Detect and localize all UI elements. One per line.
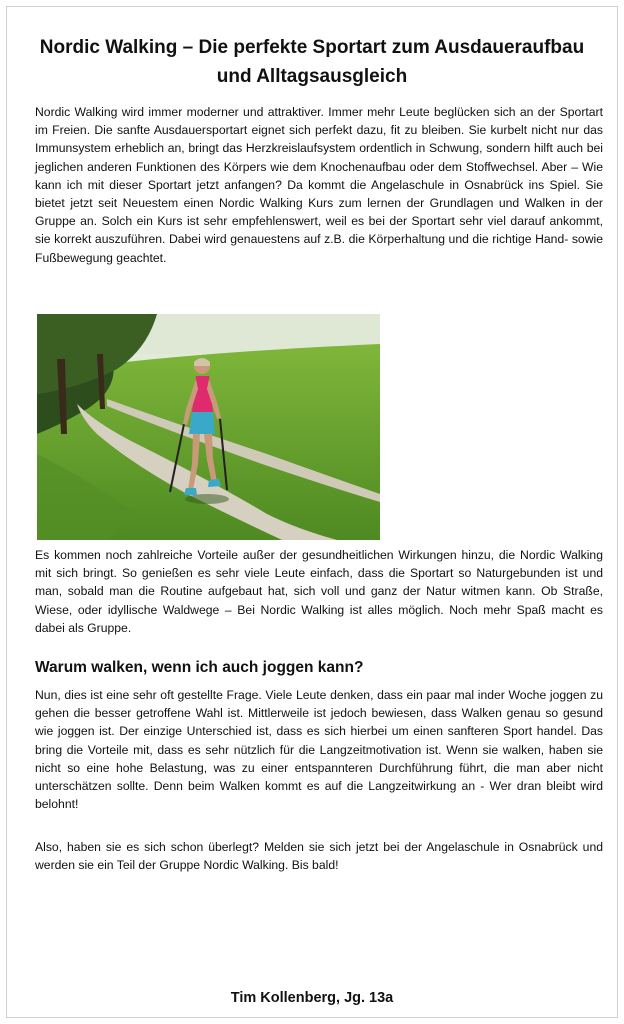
author-signature: Tim Kollenberg, Jg. 13a (230, 990, 394, 1006)
closing-paragraph: Also, haben sie es sich schon überlegt? Melden sie sich jetzt bei der Angelaschule in Osnabrück und werden sie ein Teil der Gruppe Nordic Walking. Bis bald! (35, 840, 603, 873)
walking-vs-jogging-paragraph: Nun, dies ist eine sehr oft gestellte Frage. Viele Leute denken, dass ein paar mal inder Woche joggen zu gehen die besser getroffene Wahl ist. Mittlerweile ist jedoch bewiesen, dass Walken genau so gesund wie joggen ist. Der einzige Unterschied ist, dass es sich hierbei um einen sanfteren Sport handel. Das bring die Vorteile mit, dass es sehr nützlich für die Langzeitmotivation ist. Wenn sie walken, haben sie nicht so eine hohe Belastung, was zu einer entspannteren Durchführung führt, die man aber nicht unterschätzen sollte. Denn beim Walken kommt es auf die Langzeitwirkung an - Wer dran bleibt wird belohnt! (35, 688, 603, 812)
article-title: Nordic Walking – Die perfekte Sportart zum Ausdaueraufbau und Alltagsausgleich (39, 37, 585, 87)
section-heading: Warum walken, wenn ich auch joggen kann? (35, 659, 364, 676)
intro-paragraph: Nordic Walking wird immer moderner und attraktiver. Immer mehr Leute beglücken sich an der Sportart im Freien. Die sanfte Ausdauersportart eignet sich perfekt dazu, fit zu bleiben. Sie kurbelt nicht nur das Immunsystem erheblich an, bringt das Herzkreislaufsystem ordentlich in Schwung, sondern hilft auch bei jeglichen anderen Funktionen des Körpers wie dem Knochenaufbau oder dem Stoffwechsel. Aber – Wie kann ich mit dieser Sportart jetzt anfangen? Da kommt die Angelaschule in Osnabrück ins Spiel. Sie bietet jetzt seit Neuestem einen Nordic Walking Kurs zum lernen der Grundlagen und Walken in der Gruppe an. Solch ein Kurs ist sehr empfehlenswert, weil es bei der Sportart sehr viel darauf ankommt, sie korrekt auszuführen. Dabei wird genauestens auf z.B. die Körperhaltung und die richtige Hand- sowie Fußbewegung geachtet. (35, 105, 603, 265)
nordic-walking-photo (37, 314, 380, 540)
benefits-paragraph: Es kommen noch zahlreiche Vorteile außer der gesundheitlichen Wirkungen hinzu, die Nordic Walking mit sich bringt. So genießen es sehr viele Leute einfach, dass die Sportart so Naturgebunden ist und man, sobald man die Routine aufgebaut hat, sich voll und ganz der Natur witmen kann. Ob Straße, Wiese, oder idyllische Waldwege – Bei Nordic Walking ist alles möglich. Noch mehr Spaß macht es dabei als Gruppe. (35, 548, 603, 635)
document-page (6, 6, 618, 1018)
